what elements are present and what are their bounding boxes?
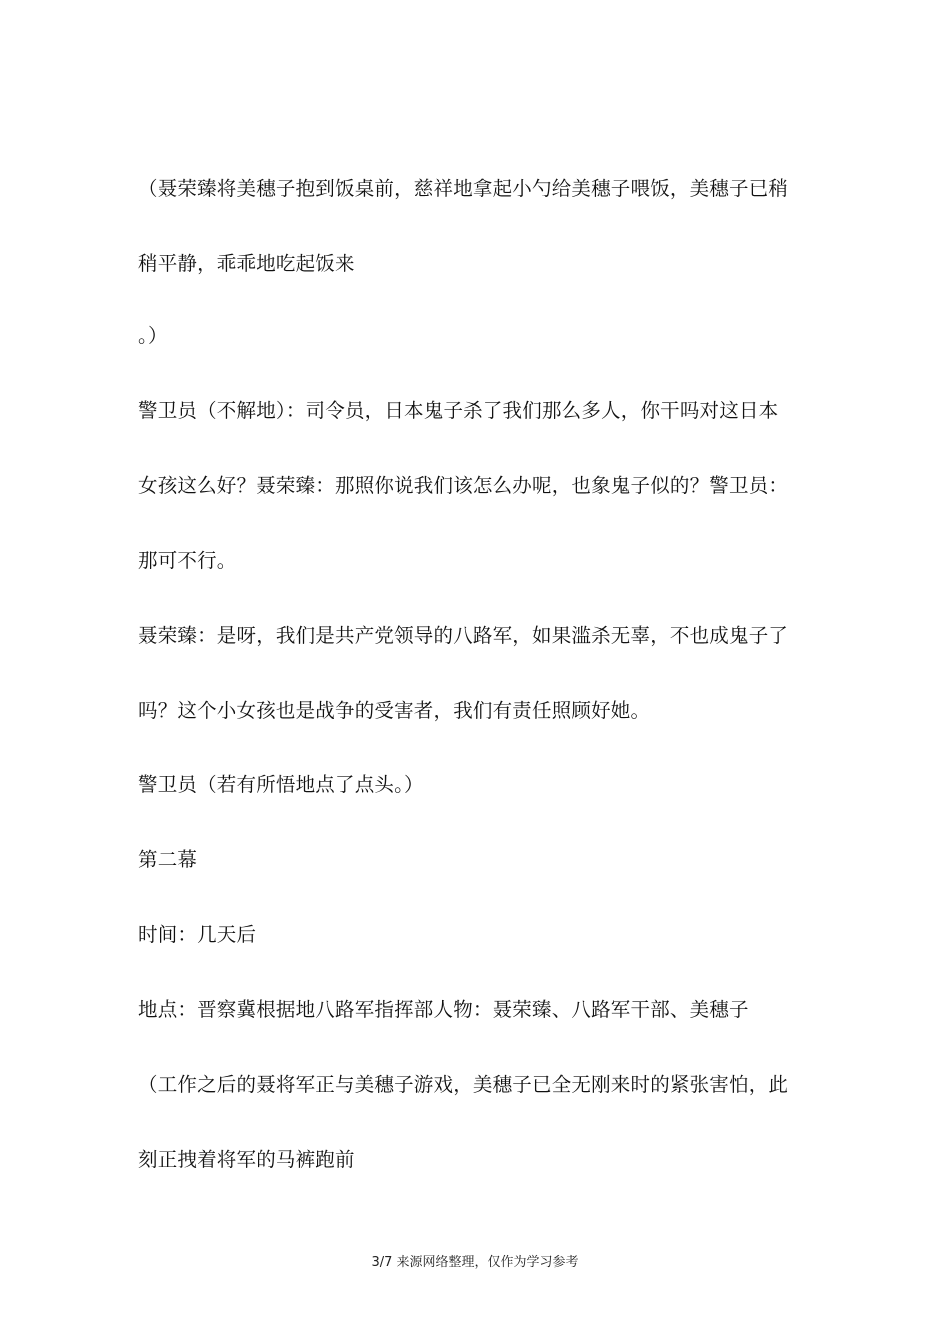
text-line: （工作之后的聂将军正与美穗子游戏，美穗子已全无刚来时的紧张害怕，此 [138,1073,789,1096]
text-line: 那可不行。 [138,549,237,572]
text-line: 聂荣臻：是呀，我们是共产党领导的八路军，如果滥杀无辜，不也成鬼子了 [138,624,789,647]
text-line: 警卫员（若有所悟地点了点头。） [138,773,424,796]
section-heading: 第二幕 [138,848,198,871]
text-line: 时间：几天后 [138,923,257,946]
text-line: 。） [138,324,168,347]
text-line: 稍平静，乖乖地吃起饭来 [138,252,355,275]
page-footer: 3/7 来源网络整理，仅作为学习参考 [371,1255,579,1270]
text-line: 女孩这么好？聂荣臻：那照你说我们该怎么办呢，也象鬼子似的？警卫员： [138,474,789,497]
text-line: 吗？这个小女孩也是战争的受害者，我们有责任照顾好她。 [138,699,651,722]
text-line: 警卫员（不解地）：司令员，日本鬼子杀了我们那么多人，你干吗对这日本 [138,399,779,422]
text-line: （聂荣臻将美穗子抱到饭桌前，慈祥地拿起小勺给美穗子喂饭，美穗子已稍 [138,177,789,200]
text-line: 刻正拽着将军的马裤跑前 [138,1148,355,1171]
text-line: 地点：晋察冀根据地八路军指挥部人物：聂荣臻、八路军干部、美穗子 [138,998,749,1021]
